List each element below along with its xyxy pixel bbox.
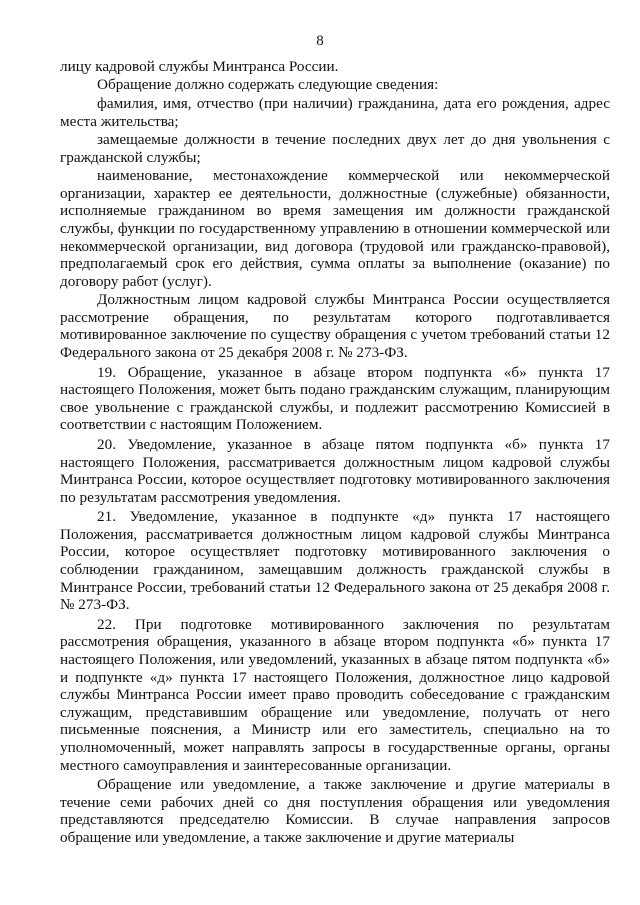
page-number: 8: [316, 33, 324, 49]
paragraph-item-20: 20. Уведомление, указанное в абзаце пятом подпункта «б» пункта 17 настоящего Положения, рассматривается должностным лицом кадровой службы Минтранса России, которое осуществляет подготовку мотивированного заключения по результатам рассмотрения уведомления.: [60, 435, 610, 506]
paragraph-full-name: фамилия, имя, отчество (при наличии) гражданина, дата его рождения, адрес места жительства;: [60, 94, 610, 130]
paragraph-submission: Обращение или уведомление, а также заключение и другие материалы в течение семи рабочих дней со дня поступления обращения или уведомления представляются председателю Комиссии. В случае направления запросов обращение или уведомление, а также заключение и другие материалы: [60, 776, 610, 846]
paragraph-appeal-contents: Обращение должно содержать следующие сведения:: [97, 76, 439, 94]
paragraph-item-22: 22. При подготовке мотивированного заключения по результатам рассмотрения обращения, указанного в абзаце втором подпункта «б» пункта 17 настоящего Положения, или уведомлений, указанных в абзаце пятом подпункта «б» и подпункте «д» пункта 17 настоящего Положения, должностное лицо кадровой службы Минтранса России имеет право проводить собеседование с гражданским служащим, представившим обращение или уведомление, получать от него письменные пояснения, а Министр или его заместитель, специально на то уполномоченный, может направлять запросы в государственные органы, органы местного самоуправления и заинтересованные организации.: [60, 615, 610, 774]
paragraph-positions: замещаемые должности в течение последних двух лет до дня увольнения с гражданской службы;: [60, 131, 610, 166]
paragraph-organization: наименование, местонахождение коммерческой или некоммерческой организации, характер ее деятельности, должностные (служебные) обязанности, исполняемые гражданином во время замещения им должности гражданской службы, функции по государственному управлению в отношении коммерческой или некоммерческой организации, вид договора (трудовой или гражданско-правовой), предполагаемый срок его действия, сумма оплаты за выполнение (оказание) по договору работ (услуг).: [60, 167, 610, 290]
document-body: [60, 58, 610, 847]
paragraph-item-19: 19. Обращение, указанное в абзаце втором подпункта «б» пункта 17 настоящего Положения, может быть подано гражданским служащим, планирующим свое увольнение с гражданской службы, и подлежит рассмотрению Комиссией в соответствии с настоящим Положением.: [60, 363, 610, 434]
paragraph-review: Должностным лицом кадровой службы Минтранса России осуществляется рассмотрение обращения, по результатам которого подготавливается мотивированное заключение по существу обращения с учетом требований статьи 12 Федерального закона от 25 декабря 2008 г. № 273-ФЗ.: [60, 291, 610, 361]
paragraph-continuation: лицу кадровой службы Минтранса России.: [60, 58, 339, 75]
paragraph-item-21: 21. Уведомление, указанное в подпункте «д» пункта 17 настоящего Положения, рассматривается должностным лицом кадровой службы Минтранса России, которое осуществляет подготовку мотивированного заключения о соблюдении гражданином, замещавшим должность гражданской службы в Минтрансе России, требований статьи 12 Федерального закона от 25 декабря 2008 г. № 273-ФЗ.: [60, 508, 610, 614]
